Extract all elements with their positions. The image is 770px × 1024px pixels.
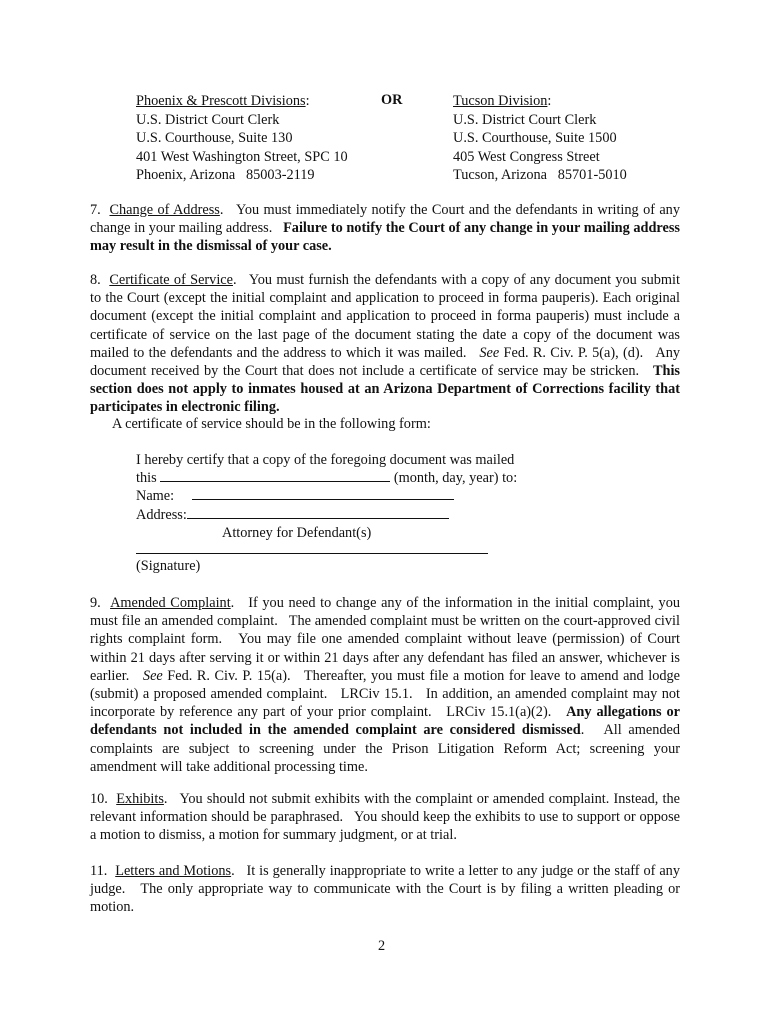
address-label: Address: [136, 506, 187, 523]
this-label: this [136, 470, 157, 487]
section-text: . You should not submit exhibits with the complaint or amended complaint. Instead, the relevant information should be paraphrased. You should keep the exhibits to use to support or oppose a motion to dismiss, a motion for summary judgment, or at trial. [90, 791, 684, 844]
see-citation: See [479, 344, 500, 361]
name-blank [192, 487, 454, 500]
section-text: . It is generally inappropriate to write a letter to any judge or the staff of any judge. The only appropriate way to communicate with the Court is by filing a written pleading or motion. [90, 863, 684, 916]
section-number: 10. [90, 791, 108, 807]
phoenix-address-block: Phoenix & Prescott Divisions: U.S. District Court Clerk U.S. Courthouse, Suite 130 401 West Washington Street, SPC 10 Phoenix, Arizona 85003-2119 [136, 93, 348, 183]
signature-label: (Signature) [136, 558, 201, 574]
address-line: U.S. Courthouse, Suite 1500 [453, 130, 617, 146]
address-line: Phoenix, Arizona 85003-2119 [136, 167, 315, 183]
section-certificate-of-service [90, 271, 684, 417]
section-text: . You must immediately notify the Court and the defendants in writing of any change in your mailing address. [90, 202, 684, 237]
phoenix-heading: Phoenix & Prescott Divisions [136, 93, 306, 109]
page-number: 2 [378, 938, 386, 954]
section-text: Fed. R. Civ. P. 5(a), (d). Any document received by the Court that does not include a certificate of service may be stricken. [90, 344, 684, 380]
date-blank [160, 469, 390, 482]
section-number: 11. [90, 863, 108, 879]
section-title: Letters and Motions [115, 863, 232, 879]
section-text: . You must furnish the defendants with a copy of any document you submit to the Court (except the initial complaint and application to proceed in forma pauperis). Each original document (except the initial complaint and application to proceed in forma pauperis) must include a certificate of service on the last page of the document stating the date a copy of the document was mailed to the defendants and the address to which it was mailed. [90, 272, 684, 361]
section-bold-warning: Failure to notify the Court of any change in your mailing address may result in the dismissal of your case. [90, 220, 680, 255]
certify-line: I hereby certify that a copy of the foregoing document was mailed [136, 452, 515, 468]
section-change-of-address [90, 201, 684, 256]
section-letters-and-motions [90, 862, 684, 917]
section-text: . All amended complaints are subject to screening under the Prison Litigation Reform Act; screening your amendment will take additional processing time. [90, 722, 684, 775]
name-label: Name: [136, 488, 175, 505]
section-text: . If you need to change any of the information in the initial complaint, you must file an amended complaint. The amended complaint must be written on the court-approved civil rights complaint form. You may file one amended complaint without leave (permission) of Court within 21 days after serving it or within 21 days after any defendant has filed an answer, whichever is earlier. [90, 595, 684, 684]
address-line: 405 West Congress Street [453, 148, 600, 165]
address-line: U.S. District Court Clerk [136, 111, 280, 128]
see-citation: See [142, 667, 163, 684]
address-line: U.S. District Court Clerk [453, 111, 597, 128]
section-bold-warning: Any allegations or defendants not included in the amended complaint are considered dismissed [90, 704, 681, 739]
tucson-address-block: Tucson Division: U.S. District Court Clerk U.S. Courthouse, Suite 1500 405 West Congress Street Tucson, Arizona 85701-5010 [453, 93, 627, 183]
address-blank [187, 506, 449, 519]
section-exhibits [90, 790, 684, 845]
signature-line [136, 553, 488, 554]
section-title: Change of Address [109, 202, 220, 218]
section-number: 8. [90, 272, 101, 288]
address-line: Tucson, Arizona 85701-5010 [453, 167, 627, 183]
section-title: Certificate of Service [109, 272, 233, 288]
certificate-intro: A certificate of service should be in the following form: [112, 416, 431, 432]
certificate-form [136, 451, 556, 542]
section-amended-complaint [90, 594, 684, 776]
section-title: Exhibits [116, 791, 164, 807]
date-hint: (month, day, year) to: [393, 470, 518, 487]
section-text: Fed. R. Civ. P. 15(a). Thereafter, you must file a motion for leave to amend and lodge (submit) a proposed amended complaint. LRCiv 15.1. In addition, an amended complaint may not incorporate by reference any part of your prior complaint. LRCiv 15.1(a)(2). [90, 667, 684, 721]
or-separator: OR [381, 92, 403, 108]
section-number: 9. [90, 595, 101, 611]
attorney-label: Attorney for Defendant(s) [222, 524, 372, 541]
section-bold-warning: This section does not apply to inmates housed at an Arizona Department of Corrections facility that participates in electronic filing. [90, 363, 680, 416]
tucson-heading: Tucson Division [453, 93, 548, 109]
address-line: 401 West Washington Street, SPC 10 [136, 148, 348, 165]
section-title: Amended Complaint [110, 595, 231, 611]
address-line: U.S. Courthouse, Suite 130 [136, 130, 293, 146]
section-number: 7. [90, 202, 101, 218]
